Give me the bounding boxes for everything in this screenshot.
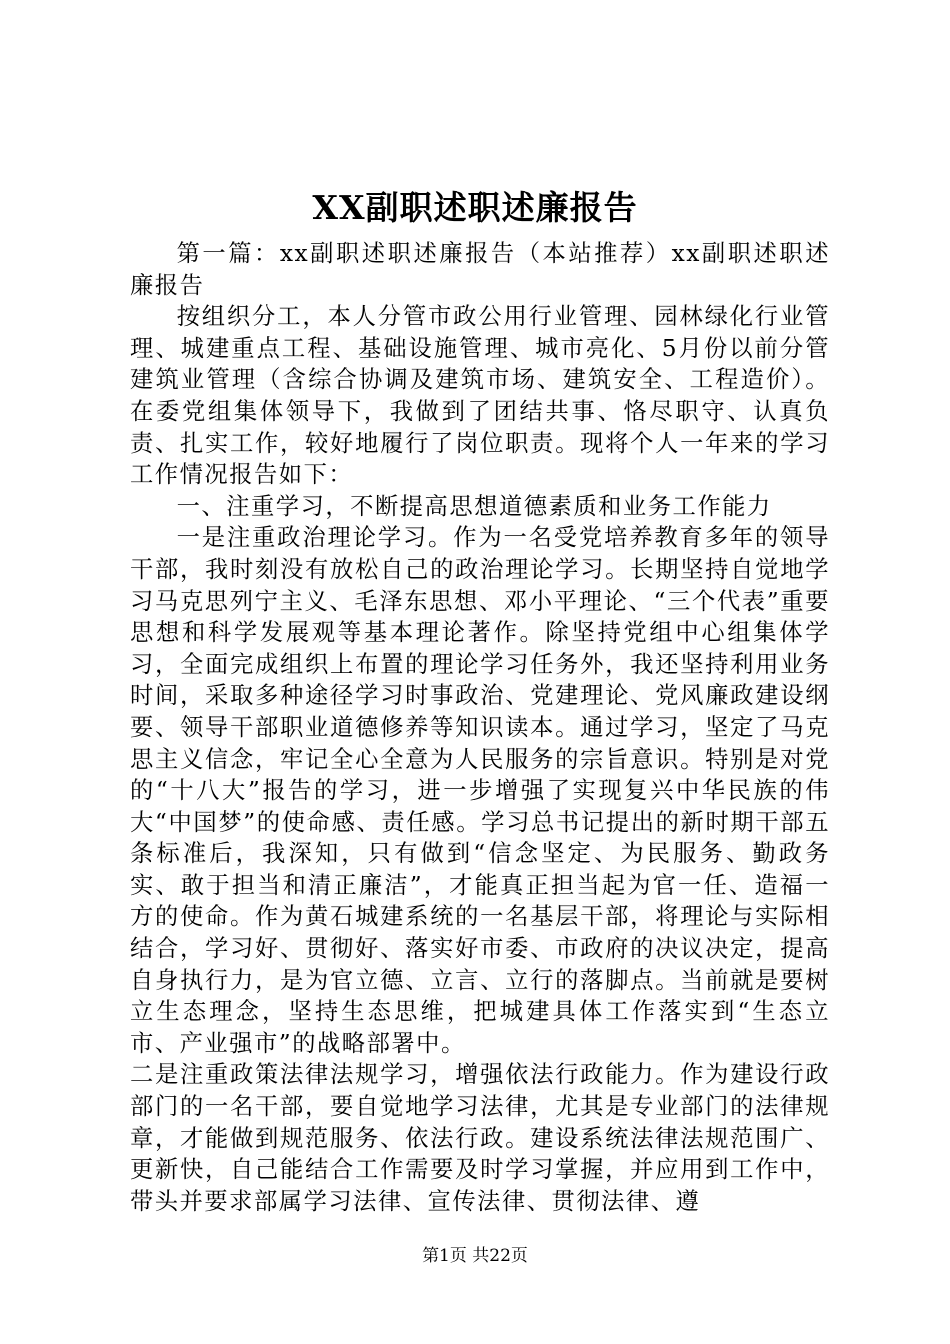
section-heading-1: 一、注重学习，不断提高思想道德素质和业务工作能力 <box>176 492 772 520</box>
paragraph-overview: 按组织分工，本人分管市政公用行业管理、园林绿化行业管理、城建重点工程、基础设施管理、城市亮化、5月份以前分管建筑业管理（含综合协调及建筑市场、建筑安全、工程造价）。在委党组集体领导下，我做到了团结共事、恪尽职守、认真负责、扎实工作，较好地履行了岗位职责。现将个人一年来的学习工作情况报告如下： <box>130 303 830 489</box>
paragraph-intro: 第一篇：xx副职述职述廉报告（本站推荐）xx副职述职述廉报告 <box>130 240 830 299</box>
page-number: 第1页 共22页 <box>422 1246 528 1266</box>
document-body <box>130 238 830 1217</box>
paragraph-law-study: 二是注重政策法律法规学习，增强依法行政能力。作为建设行政部门的一名干部，要自觉地学习法律，尤其是专业部门的法律规章，才能做到规范服务、依法行政。建设系统法律法规范围广、更新快，自己能结合工作需要及时学习掌握，并应用到工作中，带头并要求部属学习法律、宣传法律、贯彻法律、遵 <box>130 1061 830 1215</box>
document-title: XX副职述职述廉报告 <box>312 188 638 227</box>
paragraph-political-study: 一是注重政治理论学习。作为一名受党培养教育多年的领导干部，我时刻没有放松自己的政治理论学习。长期坚持自觉地学习马克思列宁主义、毛泽东思想、邓小平理论、“三个代表”重要思想和科学发展观等基本理论著作。除坚持党组中心组集体学习，全面完成组织上布置的理论学习任务外，我还坚持利用业务时间，采取多种途径学习时事政治、党建理论、党风廉政建设纲要、领导干部职业道德修养等知识读本。通过学习，坚定了马克思主义信念，牢记全心全意为人民服务的宗旨意识。特别是对党的“十八大”报告的学习，进一步增强了实现复兴中华民族的伟大“中国梦”的使命感、责任感。学习总书记提出的新时期干部五条标准后，我深知，只有做到“信念坚定、为民服务、勤政务实、敢于担当和清正廉洁”，才能真正担当起为官一任、造福一方的使命。作为黄石城建系统的一名基层干部，将理论与实际相结合，学习好、贯彻好、落实好市委、市政府的决议决定，提高自身执行力，是为官立德、立言、立行的落脚点。当前就是要树立生态理念，坚持生态思维，把城建具体工作落实到“生态立市、产业强市”的战略部署中。 <box>130 524 830 1057</box>
